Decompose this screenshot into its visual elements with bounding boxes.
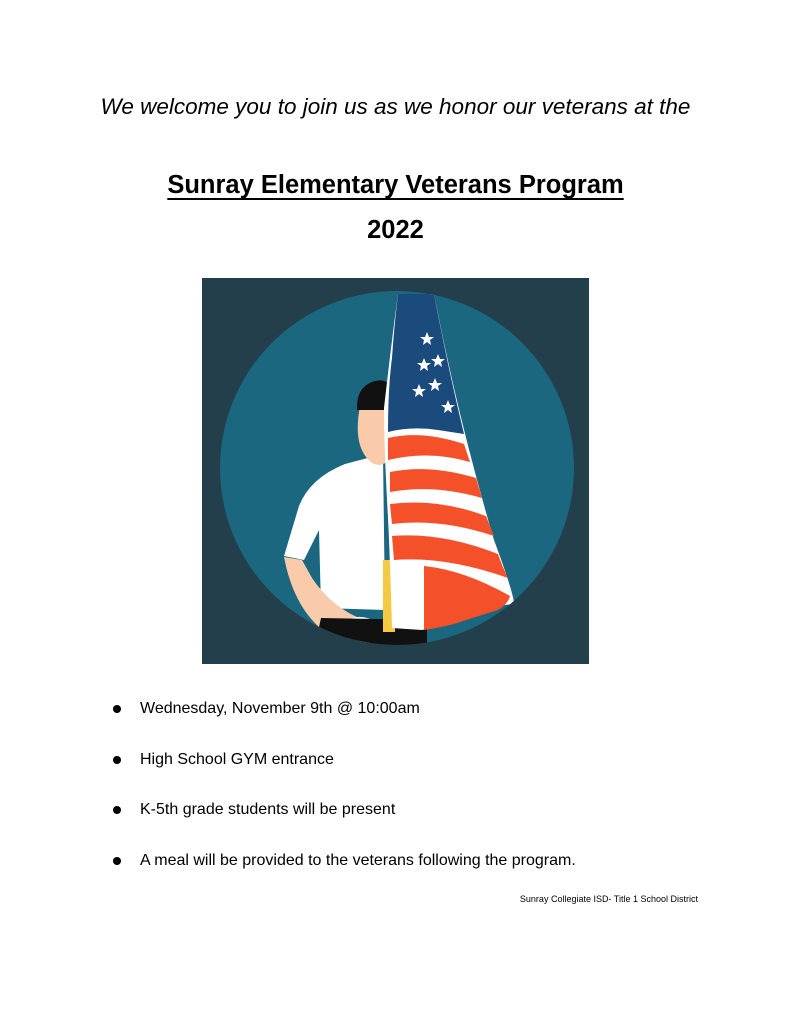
list-item (113, 847, 576, 898)
district-footer: Sunray Collegiate ISD- Title 1 School District (519, 894, 698, 904)
list-item (113, 746, 576, 797)
list-item (113, 796, 576, 847)
list-item (113, 695, 576, 746)
event-details-list (113, 695, 576, 897)
detail-location: High School GYM entrance (140, 750, 334, 768)
program-year: 2022 (367, 216, 424, 244)
intro-text: We welcome you to join us as we honor our veterans at the (100, 94, 691, 119)
program-title-text: Sunray Elementary Veterans Program (167, 171, 624, 199)
bullet-icon (113, 756, 121, 764)
bullet-icon (113, 857, 121, 865)
detail-meal: A meal will be provided to the veterans following the program. (140, 851, 576, 869)
veteran-holding-flag-illustration (202, 278, 589, 664)
detail-date-time: Wednesday, November 9th @ 10:00am (140, 700, 420, 717)
bullet-icon (113, 705, 121, 713)
program-title (40, 165, 751, 205)
bullet-icon (113, 806, 121, 814)
detail-attendees: K-5th grade students will be present (140, 801, 396, 818)
